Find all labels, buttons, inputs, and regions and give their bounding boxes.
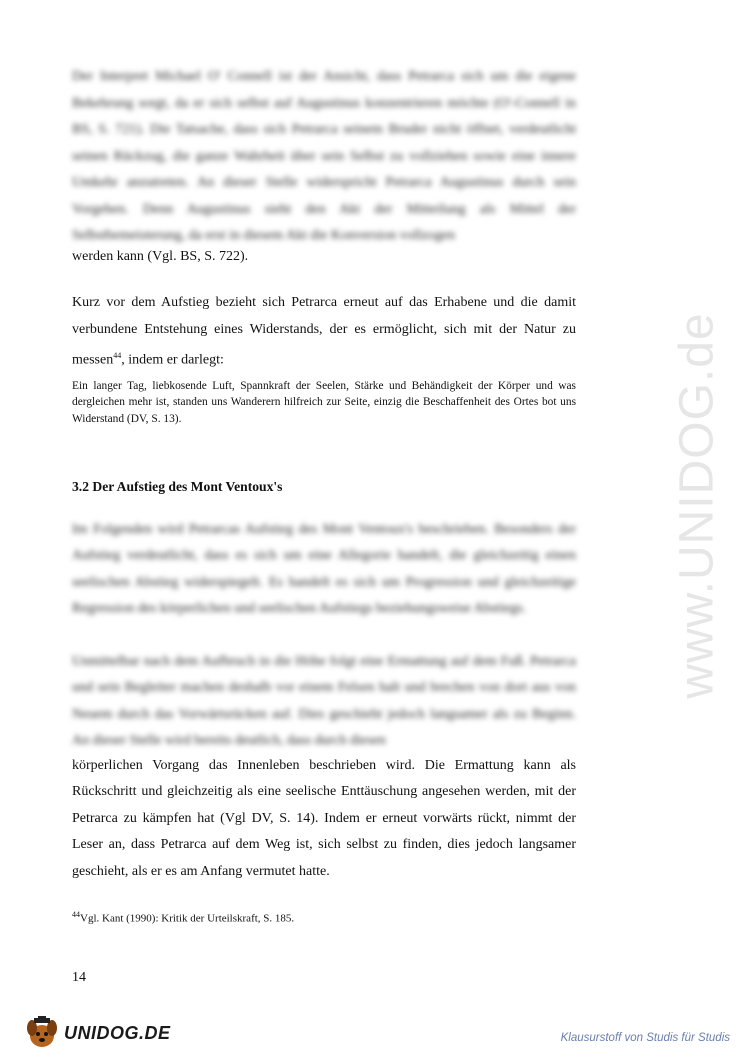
- footnote-number: 44: [72, 910, 80, 920]
- page-number: 14: [72, 970, 86, 985]
- dog-logo-icon: [24, 1016, 60, 1050]
- page-content: [72, 64, 576, 927]
- watermark: [657, 270, 737, 740]
- paragraph-4: [72, 649, 576, 886]
- paragraph-4-blurred: Unmittelbar nach dem Aufbruch in die Höhe folgt eine Ermattung auf dem Fuß. Petrarca und sein Begleiter machen deshalb vor einem Felsen halt und brechen von dort aus von Neuem durch das Vorwärtsrücken auf. Dies geschieht jedoch langsamer als zu Beginn. An dieser Stelle wird bereits deutlich, dass durch diesen: [72, 653, 576, 749]
- footnote-text: Vgl. Kant (1990): Kritik der Urteilskraft, S. 185.: [80, 912, 295, 925]
- section-heading: 3.2 Der Aufstieg des Mont Ventoux's: [72, 478, 283, 494]
- paragraph-1: [72, 64, 576, 270]
- footer-tagline: Klausurstoff von Studis für Studis: [560, 1032, 730, 1044]
- paragraph-1-blurred: Der Interpret Michael O' Connell ist der Ansicht, dass Petrarca sich um die eigene Bekehrung sorgt, da er sich selbst auf Augustinus konzentrieren möchte (O'-Connell in BS, S. 721). Die Tatsache, dass sich Petrarca seinem Bruder nicht öffnet, verdeutlicht seinen Rückzug, die ganze Wahrheit über sein Selbst zu vollziehen sowie eine innere Umkehr anzutreten. An dieser Stelle widerspricht Petrarca Augustinus durch sein Vorgehen. Denn Augustinus sieht den Akt der Mitteilung als Mittel der Selbstbemeisterung, da erst in diesem Akt die Konversion vollzogen: [72, 69, 576, 243]
- watermark-text: www.UNIDOG.de: [670, 311, 724, 699]
- block-quote: Ein langer Tag, liebkosende Luft, Spannkraft der Seelen, Stärke und Behändigkeit der Körper und was dergleichen mehr ist, standen uns Wanderern hilfreich zur Seite, einzig die Beschaffenheit des Ortes bot uns Widerstand (DV, S. 13).: [72, 380, 576, 425]
- footnote: [72, 907, 576, 927]
- unidog-logo[interactable]: [24, 1016, 171, 1050]
- paragraph-1-tail: werden kann (Vgl. BS, S. 722).: [72, 248, 249, 264]
- paragraph-4-tail: körperlichen Vorgang das Innenleben beschrieben wird. Die Ermattung kann als Rückschritt und gleichzeitig als eine seelische Enttäuschung angesehen werden, mit der Petrarca zu kämpfen hat (Vgl DV, S. 14). Indem er erneut vorwärts rückt, nimmt der Leser an, dass Petrarca auf dem Weg ist, sich selbst zu finden, dies jedoch langsamer geschieht, als er es am Anfang vermutet hatte.: [72, 757, 576, 879]
- logo-text: UNIDOG.DE: [64, 1022, 171, 1043]
- footnote-ref-44[interactable]: 44: [113, 351, 122, 360]
- paragraph-2-end: , indem er darlegt:: [121, 352, 224, 368]
- paragraph-3-blurred: Im Folgenden wird Petrarcas Aufstieg des Mont Ventoux's beschrieben. Besonders der Aufstieg verdeutlicht, dass es sich um eine Allegorie handelt, die gleichzeitig einen seelischen Abstieg widerspiegelt. Es handelt es sich um Progression und gleichzeitige Regression des körperlichen und seelischen Aufstiegs beziehungsweise Abstiegs.: [72, 521, 576, 617]
- paragraph-2: [72, 290, 576, 374]
- paragraph-2-text: Kurz vor dem Aufstieg bezieht sich Petrarca erneut auf das Erhabene und die damit verbundene Entstehung eines Widerstands, der es ermöglicht, sich mit der Natur zu messen: [72, 295, 576, 368]
